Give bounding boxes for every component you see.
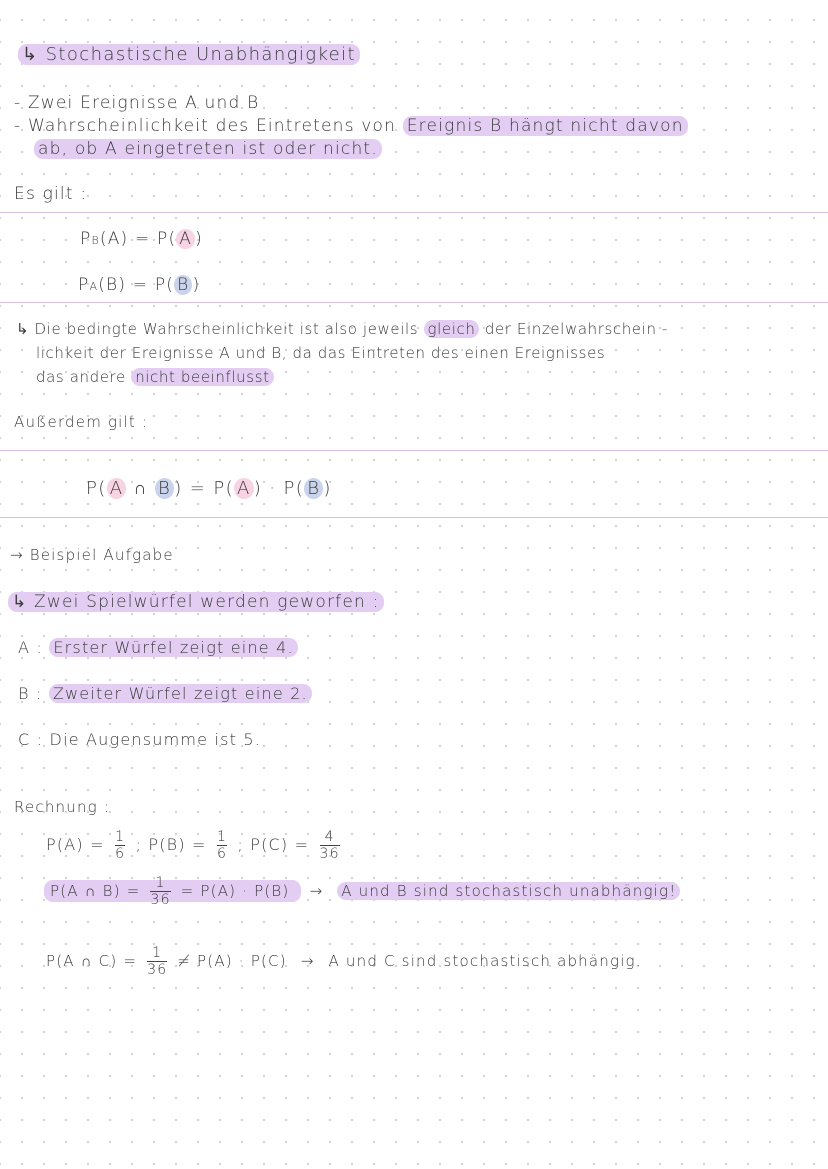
arrow-right-icon: → [309, 882, 324, 900]
explanation-highlight: nicht beeinflusst [131, 368, 273, 386]
event-a-label: A : [18, 638, 44, 657]
prod-p: P( [86, 478, 107, 499]
event-b-label: B : [18, 684, 43, 703]
r1-pa: P(A) = [46, 835, 105, 854]
formula-pa [78, 275, 200, 295]
explanation-1b: der Einzelwahrschein - [484, 320, 668, 338]
page-title [18, 44, 360, 65]
formula-pa-b: B [174, 275, 192, 295]
formula-pa-sub: A [89, 280, 99, 293]
divider-1 [0, 212, 828, 213]
r1-pb: ; P(B) = [135, 835, 207, 854]
example-title: → Beispiel Aufgabe [10, 546, 174, 564]
event-b [18, 684, 312, 703]
formula-pa-end: ) [192, 275, 201, 295]
frac-num: 1 [152, 945, 163, 961]
es-gilt-label: Es gilt : [14, 184, 88, 204]
event-a [18, 638, 298, 657]
event-c-label: C : [18, 730, 44, 749]
formula-pb-a: A [176, 229, 195, 249]
formula-pb-mid: (A) = P( [99, 229, 177, 249]
bullet-2-highlight: Ereignis B hängt nicht davon [403, 116, 688, 136]
divider-3 [0, 450, 828, 451]
frac-num: 1 [216, 829, 228, 845]
example-intro-text: ↳ Zwei Spielwürfel werden geworfen : [8, 592, 384, 612]
frac-den: 6 [216, 846, 228, 862]
formula-pa-p: P [78, 275, 90, 295]
prod-cap: ∩ [133, 478, 148, 499]
r2-c: A und B sind stochastisch unabhängig! [337, 882, 680, 900]
event-b-text: Zweiter Würfel zeigt eine 2. [49, 684, 312, 703]
example-intro [8, 592, 384, 612]
frac-one-36-b [147, 946, 167, 977]
divider-2 [0, 302, 828, 303]
r3-c: A und C sind stochastisch abhängig. [328, 952, 642, 970]
explanation-1a: ↳ Die bedingte Wahrscheinlichkeit ist also jeweils [16, 320, 419, 338]
frac-den: 36 [147, 962, 168, 978]
frac-four-36 [320, 830, 340, 861]
frac-one-36-a [150, 876, 170, 907]
r2-b: = P(A) · P(B) [180, 882, 290, 900]
explanation-line-1 [16, 320, 668, 338]
bullet-2-cont [34, 139, 382, 159]
frac-num: 4 [324, 829, 335, 845]
frac-one-sixth-b [217, 830, 227, 861]
prod-mid: ) = P( [174, 478, 235, 499]
frac-one-sixth-a [115, 830, 125, 861]
prod-end: ) [323, 478, 332, 499]
prod-a: A [107, 478, 127, 499]
prod-mid2: ) · P( [253, 478, 305, 499]
arrow-right-icon: → [300, 952, 315, 970]
frac-den: 6 [115, 846, 126, 862]
frac-num: 1 [155, 875, 166, 891]
prod-a2: A [234, 478, 254, 499]
rechnung-line-3 [46, 946, 642, 977]
r1-pc: ; P(C) = [237, 835, 310, 854]
event-a-text: Erster Würfel zeigt eine 4. [49, 638, 297, 657]
explanation-line-3 [36, 368, 274, 386]
prod-b2: B [304, 478, 323, 499]
formula-pb-sub: B [91, 234, 100, 247]
r2-a: P(A ∩ B) = [50, 882, 141, 900]
frac-den: 36 [319, 846, 340, 862]
rechnung-line-1 [46, 830, 344, 861]
bullet-2 [14, 116, 688, 136]
bullet-1: - Zwei Ereignisse A und B [14, 93, 260, 113]
explanation-line-2: lichkeit der Ereignisse A und B, da das Eintreten des einen Ereignisses [36, 344, 606, 362]
r3-b: ≠ P(A) · P(C) [177, 952, 287, 970]
page-title-text: ↳ Stochastische Unabhängigkeit [18, 44, 360, 65]
explanation-gleich: gleich [424, 320, 480, 338]
r3-a: P(A ∩ C) = [46, 952, 138, 970]
rechnung-title: Rechnung : [14, 798, 111, 816]
explanation-3a: das andere [36, 368, 126, 386]
formula-pb [80, 229, 203, 249]
divider-4 [0, 517, 828, 518]
r2-highlight [44, 875, 301, 908]
bullet-2-text: - Wahrscheinlichkeit des Eintretens von [14, 116, 397, 136]
frac-num: 1 [115, 829, 126, 845]
formula-pb-p: P [80, 229, 92, 249]
bullet-2-cont-highlight: ab, ob A eingetreten ist oder nicht. [34, 139, 382, 159]
formula-pa-mid: (B) = P( [98, 275, 175, 295]
frac-den: 36 [150, 892, 171, 908]
event-c-text: Die Augensumme ist 5. [49, 730, 262, 749]
event-c [18, 730, 261, 749]
ausserdem-label: Außerdem gilt : [14, 413, 149, 431]
formula-pb-end: ) [195, 229, 203, 249]
prod-b: B [155, 478, 174, 499]
product-formula [86, 478, 332, 499]
rechnung-line-2 [44, 876, 680, 907]
